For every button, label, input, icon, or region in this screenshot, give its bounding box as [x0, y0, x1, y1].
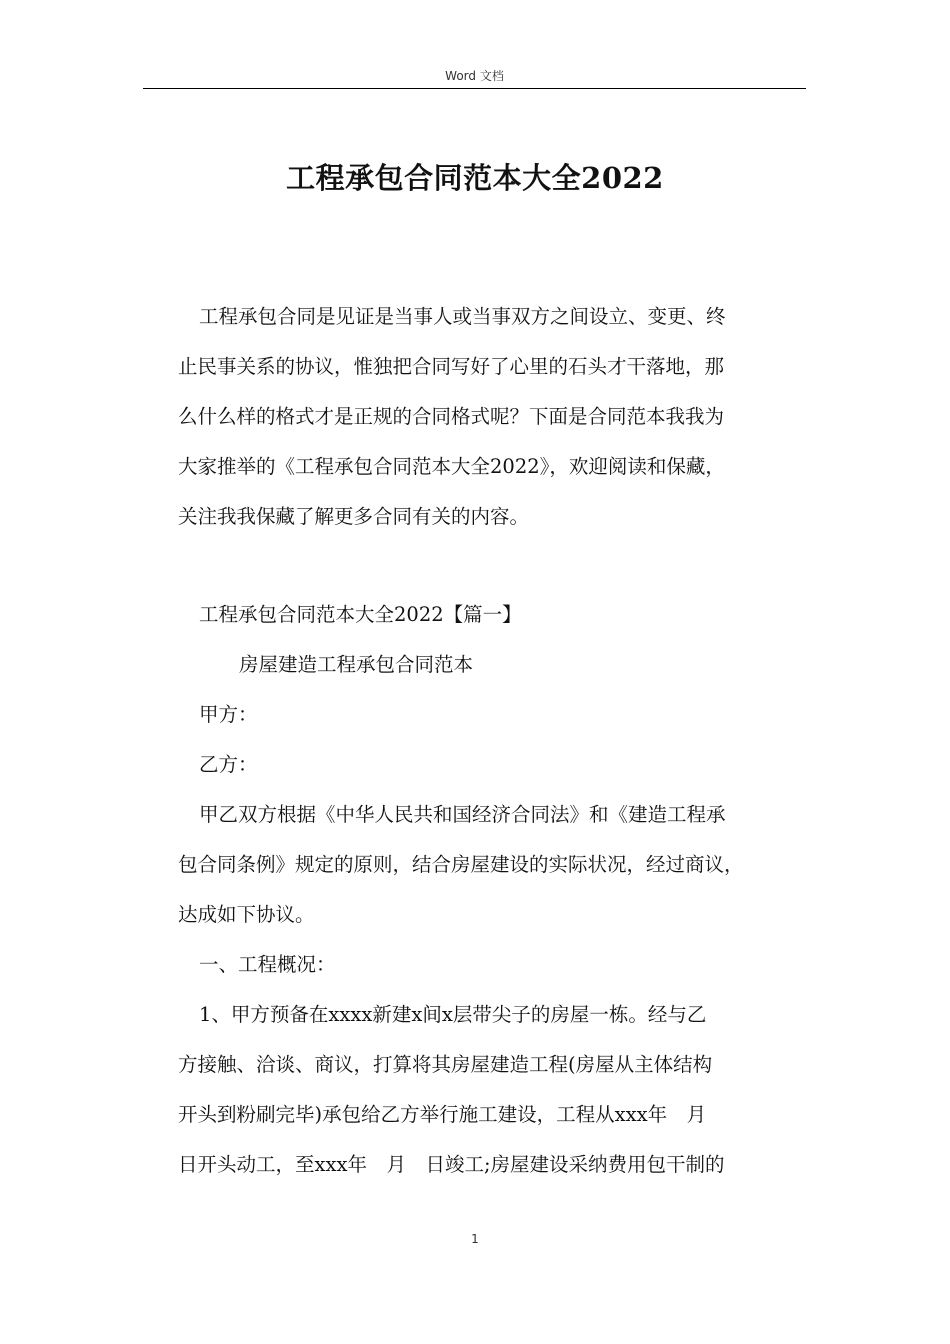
basis-line-2: 包合同条例》规定的原则，结合房屋建设的实际状况，经过商议，: [178, 853, 744, 876]
intro-line-5: 关注我我保藏了解更多合同有关的内容。: [178, 505, 530, 528]
basis-line-3: 达成如下协议。: [178, 903, 315, 926]
paragraph-gap: [178, 542, 818, 590]
clause-line-1: 1、甲方预备在xxxx新建x间x层带尖子的房屋一栋。经与乙: [199, 1003, 707, 1026]
clause-line-4: 日开头动工，至xxx年 月 日竣工;房屋建设采纳费用包干制的: [178, 1153, 725, 1176]
intro-line-4: 大家推举的《工程承包合同范本大全2022》，欢迎阅读和保藏，: [178, 455, 725, 478]
header-text: Word 文档: [445, 69, 504, 83]
party-b-label: 乙方：: [199, 753, 258, 776]
clause-line-2: 方接触、洽谈、商议，打算将其房屋建造工程(房屋从主体结构: [178, 1053, 713, 1076]
intro-line-2: 止民事关系的协议，惟独把合同写好了心里的石头才干落地，那: [178, 355, 725, 378]
clause-heading: 一、工程概况：: [199, 953, 336, 976]
document-title: 工程承包合同范本大全2022: [286, 161, 664, 195]
intro-line-1: 工程承包合同是见证是当事人或当事双方之间设立、变更、终: [199, 305, 726, 328]
basis-line-1: 甲乙双方根据《中华人民共和国经济合同法》和《建造工程承: [199, 803, 726, 826]
clause-line-3: 开头到粉刷完毕)承包给乙方举行施工建设，工程从xxx年 月: [178, 1103, 707, 1126]
intro-line-3: 么什么样的格式才是正规的合同格式呢？下面是合同范本我我为: [178, 405, 725, 428]
page-header: [143, 64, 806, 89]
page-number: 1: [471, 1232, 479, 1246]
party-a-label: 甲方：: [199, 703, 258, 726]
contract-title: 房屋建造工程承包合同范本: [239, 653, 474, 676]
document-body: [178, 292, 818, 1190]
section-heading: 工程承包合同范本大全2022【篇一】: [199, 603, 522, 626]
